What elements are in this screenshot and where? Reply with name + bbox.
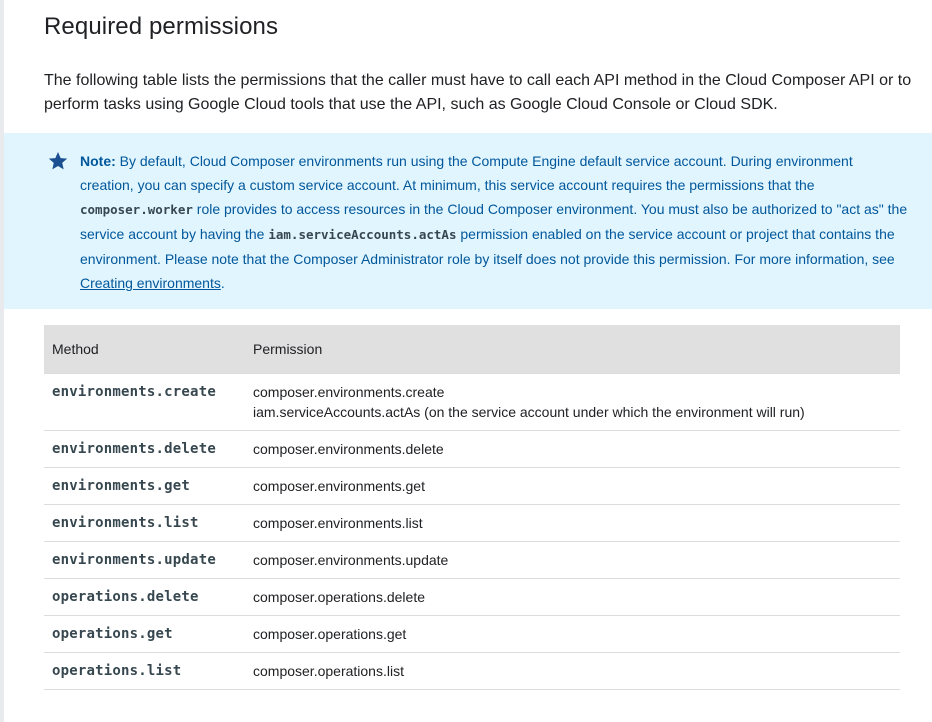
table-row (44, 374, 900, 431)
permission-cell (245, 374, 900, 431)
note-code-actas: iam.serviceAccounts.actAs (268, 227, 457, 242)
method-cell: operations.get (44, 616, 245, 653)
table-row (44, 542, 900, 579)
page-title: Required permissions (44, 13, 279, 40)
note-text-4: . (220, 275, 225, 291)
star-icon (47, 150, 69, 172)
method-cell: environments.update (44, 542, 245, 579)
method-cell: environments.create (44, 374, 245, 431)
permission-cell: composer.operations.list (245, 653, 900, 690)
permission-cell: composer.environments.delete (245, 431, 900, 468)
note-text-2: role provides to access resources in the Cloud Composer environment. You must also be authorized to "act as" the service account by having the (80, 201, 908, 242)
note-text-1: By default, Cloud Composer environments run using the Compute Engine default service account. During environment creation, you can specify a custom service account. At minimum, this service account requires the permissions that the (80, 153, 853, 193)
permission-line: composer.environments.create (253, 384, 445, 400)
permissions-table (44, 325, 900, 690)
note-label: Note: (80, 153, 116, 169)
intro-paragraph: The following table lists the permissions that the caller must have to call each API method in the Cloud Composer API or to perform tasks using Google Cloud tools that use the API, such as Google Cloud Console or Cloud SDK. (44, 72, 912, 113)
header-permission: Permission (245, 325, 900, 374)
permission-cell: composer.operations.get (245, 616, 900, 653)
permission-cell: composer.environments.update (245, 542, 900, 579)
table-row (44, 579, 900, 616)
table-row (44, 616, 900, 653)
left-border (0, 0, 4, 722)
method-cell: operations.delete (44, 579, 245, 616)
table-header-row (44, 325, 900, 374)
table-row (44, 431, 900, 468)
method-cell: environments.delete (44, 431, 245, 468)
note-callout (4, 133, 932, 309)
permission-cell: composer.environments.list (245, 505, 900, 542)
permission-line: iam.serviceAccounts.actAs (on the service account under which the environment will run) (253, 404, 805, 420)
creating-environments-link[interactable]: Creating environments (80, 275, 221, 291)
method-cell: environments.list (44, 505, 245, 542)
note-code-worker: composer.worker (80, 202, 193, 217)
table-row (44, 468, 900, 505)
note-text-3: permission enabled on the service account or project that contains the environment. Please note that the Composer Administrator role by itself does not provide this permission. For more information, see (80, 226, 895, 267)
note-text (80, 149, 910, 295)
table-row (44, 505, 900, 542)
table-row (44, 653, 900, 690)
header-method: Method (44, 325, 245, 374)
method-cell: environments.get (44, 468, 245, 505)
method-cell: operations.list (44, 653, 245, 690)
permission-cell: composer.operations.delete (245, 579, 900, 616)
permission-cell: composer.environments.get (245, 468, 900, 505)
